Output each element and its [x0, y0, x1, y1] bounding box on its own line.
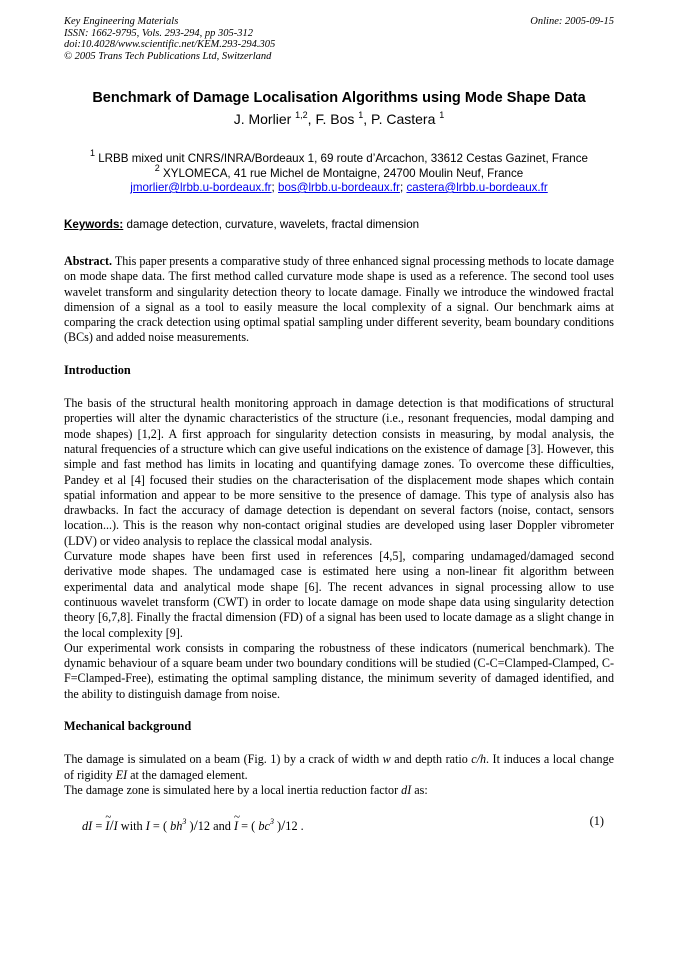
intro-paragraph: Curvature mode shapes have been first used in references [4,5], comparing undamaged/damaged second derivative mode shapes. The undamaged case is estimated here using a non-linear fit algorithm between experimental data and analytical mode shape [6]. The recent advances in signal processing allow to use continuous wavelet transform (CWT) in order to locate damage on mode shape data using singularity detection theory [6,7,8]. Finally the fractal dimension (FD) of a signal has been used to locate damage as a slight change in the local complexity [9]. [64, 549, 614, 640]
keywords-text: damage detection, curvature, wavelets, fractal dimension [126, 218, 420, 231]
equation-number: (1) [589, 814, 604, 829]
author-affil-mark: 1 [358, 110, 364, 120]
author-name: P. Castera [371, 111, 436, 127]
affiliations [0, 148, 678, 196]
keywords-label: Keywords: [64, 218, 124, 231]
keywords [64, 218, 419, 231]
main-text [64, 254, 614, 836]
intro-paragraph: Our experimental work consists in comparing the robustness of these indicators (numerical benchmark). The dynamic behaviour of a square beam under two boundary conditions will be studied (C-C=Clamped-Clamped, C-F=Clamped-Free), estimating the optimal sampling distance, the minimum severity of damaged identified, and the ability to distinguish damage from noise. [64, 640, 614, 701]
doi-line: doi:10.4028/www.scientific.net/KEM.293-294.305 [64, 39, 276, 50]
section-heading-introduction: Introduction [64, 362, 131, 377]
online-date: Online: 2005-09-15 [530, 16, 614, 27]
affil-mark: 1 [89, 148, 95, 158]
abstract [64, 254, 614, 346]
journal-name: Key Engineering Materials [64, 16, 179, 27]
author-affil-mark: 1 [439, 110, 445, 120]
running-header [64, 16, 614, 62]
affiliation-line [0, 148, 678, 167]
email-link[interactable]: castera@lrbb.u-bordeaux.fr [406, 181, 548, 194]
abstract-text: This paper presents a comparative study of three enhanced signal processing methods to locate damage on mode shape data. The first method called curvature mode shape is used as a reference. The second tool uses wavelet transform and singularity detection theory to locate damage. Finally we introduce the windowed fractal dimension of a signal as a tool to easily measure the local complexity of a signal. Our benchmark aims at comparing the crack detection using optimal spatial sampling under different severity, beam boundary conditions (BCs) and added noise measurements. [64, 254, 614, 345]
author-list: J. Morlier $^{1,2}$, F. Bos $^1$, P. Castera $^1$ [233, 110, 445, 127]
email-line: jmorlier@lrbb.u-bordeaux.fr; bos@lrbb.u-bordeaux.fr; castera@lrbb.u-bordeaux.fr [130, 181, 548, 194]
intro-paragraph: The basis of the structural health monitoring approach in damage detection is that modifications of structural properties will alter the dynamic characteristics of the structure (i.e., resonant frequencies, modal damping and mode shapes) [1,2]. A first approach for singularity detection consists in measuring, by modal analysis, the natural frequencies of a structure which can give useful indications on the existence of damage [3]. However, this simple and fast method has limits in locating and quantifying damage zones. To overcome these difficulties, Pandey et al [4] focused their studies on the characterisation of the displacement mode shapes which contain spatial information and appear to be more sensitive to the presence of damage. This type of analysis also has drawbacks. In fact the accuracy of damage detection is dependant on several factors (noise, contact, sensors location...). This is the reason why non-contact original studies are developed using laser Doppler vibrometer (LDV) or video analysis to replace the classical modal analysis. [64, 396, 614, 548]
equation-1 [64, 810, 614, 836]
equation-body: dI = ~ I/I with I = ( $bh^3$ )/12 and ~ I = ( $bc^3$ )/12 . [82, 814, 304, 834]
author-name: F. Bos [315, 111, 355, 127]
affiliation-text: LRBB mixed unit CNRS/INRA/Bordeaux 1, 69 route d’Arcachon, 33612 Cestas Gazinet, France [98, 152, 588, 165]
affiliation-line [0, 162, 678, 182]
section-heading-mechanical: Mechanical background [64, 719, 192, 734]
mechanical-paragraph: The damage is simulated on a beam (Fig. 1) by a crack of width w and depth ratio c/h. It induces a local change of rigidity EI at the damaged element. [64, 752, 614, 782]
email-link[interactable]: jmorlier@lrbb.u-bordeaux.fr [130, 181, 272, 194]
paper-title: Benchmark of Damage Localisation Algorithms using Mode Shape Data [92, 90, 586, 106]
abstract-label: Abstract. [64, 254, 113, 268]
author-affil-mark: 1,2 [295, 110, 308, 120]
mechanical-paragraph: The damage zone is simulated here by a local inertia reduction factor dI as: [64, 782, 428, 797]
affiliation-text: XYLOMECA, 41 rue Michel de Montaigne, 24700 Moulin Neuf, France [163, 166, 524, 180]
issn-line: ISSN: 1662-9795, Vols. 293-294, pp 305-312 [64, 27, 253, 39]
email-link[interactable]: bos@lrbb.u-bordeaux.fr [278, 181, 400, 194]
author-name: J. Morlier [233, 111, 292, 127]
affil-mark: 2 [154, 162, 160, 173]
copyright-line: © 2005 Trans Tech Publications Ltd, Switzerland [64, 50, 272, 62]
